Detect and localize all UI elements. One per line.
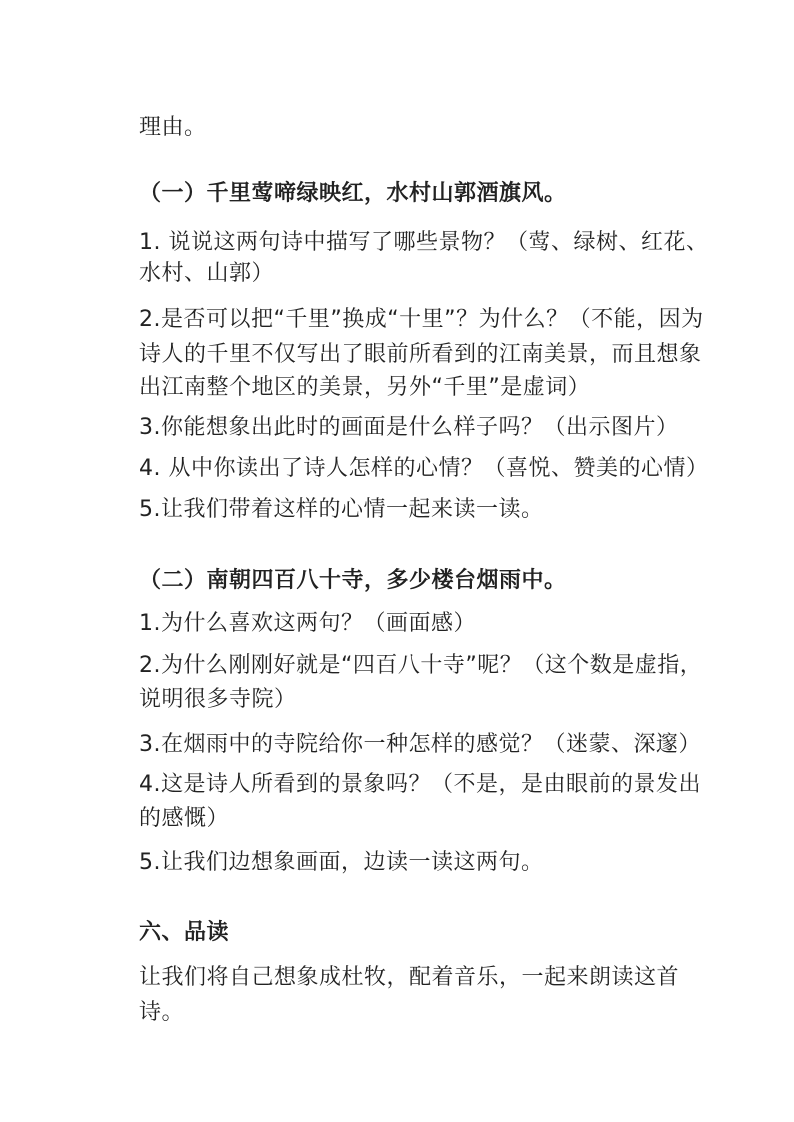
- section3-body-line2: 诗。: [139, 1000, 185, 1025]
- s1-question2-line3: 出江南整个地区的美景，另外“千里”是虚词）: [139, 375, 591, 400]
- s1-question1-line2: 水村、山郭）: [139, 261, 275, 286]
- section2-heading: （二）南朝四百八十寺，多少楼台烟雨中。: [139, 568, 567, 593]
- s1-question3: 3.你能想象出此时的画面是什么样子吗？（出示图片）: [139, 415, 679, 440]
- s1-question2-line1: 2.是否可以把“千里”换成“十里”？为什么？（不能，因为: [139, 307, 704, 332]
- s2-question1: 1.为什么喜欢这两句？（画面感）: [139, 611, 476, 636]
- s2-question4-line1: 4.这是诗人所看到的景象吗？（不是，是由眼前的景发出: [139, 772, 701, 797]
- s1-question4: 4. 从中你读出了诗人怎样的心情？（喜悦、赞美的心情）: [139, 456, 709, 481]
- s2-question2-line1: 2.为什么刚刚好就是“四百八十寺”呢？（这个数是虚指，: [139, 653, 703, 678]
- s2-question2-line2: 说明很多寺院）: [139, 687, 297, 712]
- s2-question4-line2: 的感慨）: [139, 806, 230, 831]
- section3-heading: 六、品读: [139, 920, 230, 945]
- s2-question3: 3.在烟雨中的寺院给你一种怎样的感觉？（迷蒙、深邃）: [139, 732, 701, 757]
- section1-heading: （一）千里莺啼绿映红，水村山郭酒旗风。: [139, 181, 567, 206]
- intro-text: 理由。: [139, 115, 207, 140]
- s2-question5: 5.让我们边想象画面，边读一读这两句。: [139, 850, 544, 875]
- s1-question5: 5.让我们带着这样的心情一起来读一读。: [139, 497, 544, 522]
- section3-body-line1: 让我们将自己想象成杜牧，配着音乐，一起来朗读这首: [139, 965, 680, 990]
- s1-question2-line2: 诗人的千里不仅写出了眼前所看到的江南美景，而且想象: [139, 342, 702, 367]
- s1-question1-line1: 1. 说说这两句诗中描写了哪些景物？（莺、绿树、红花、: [139, 230, 709, 255]
